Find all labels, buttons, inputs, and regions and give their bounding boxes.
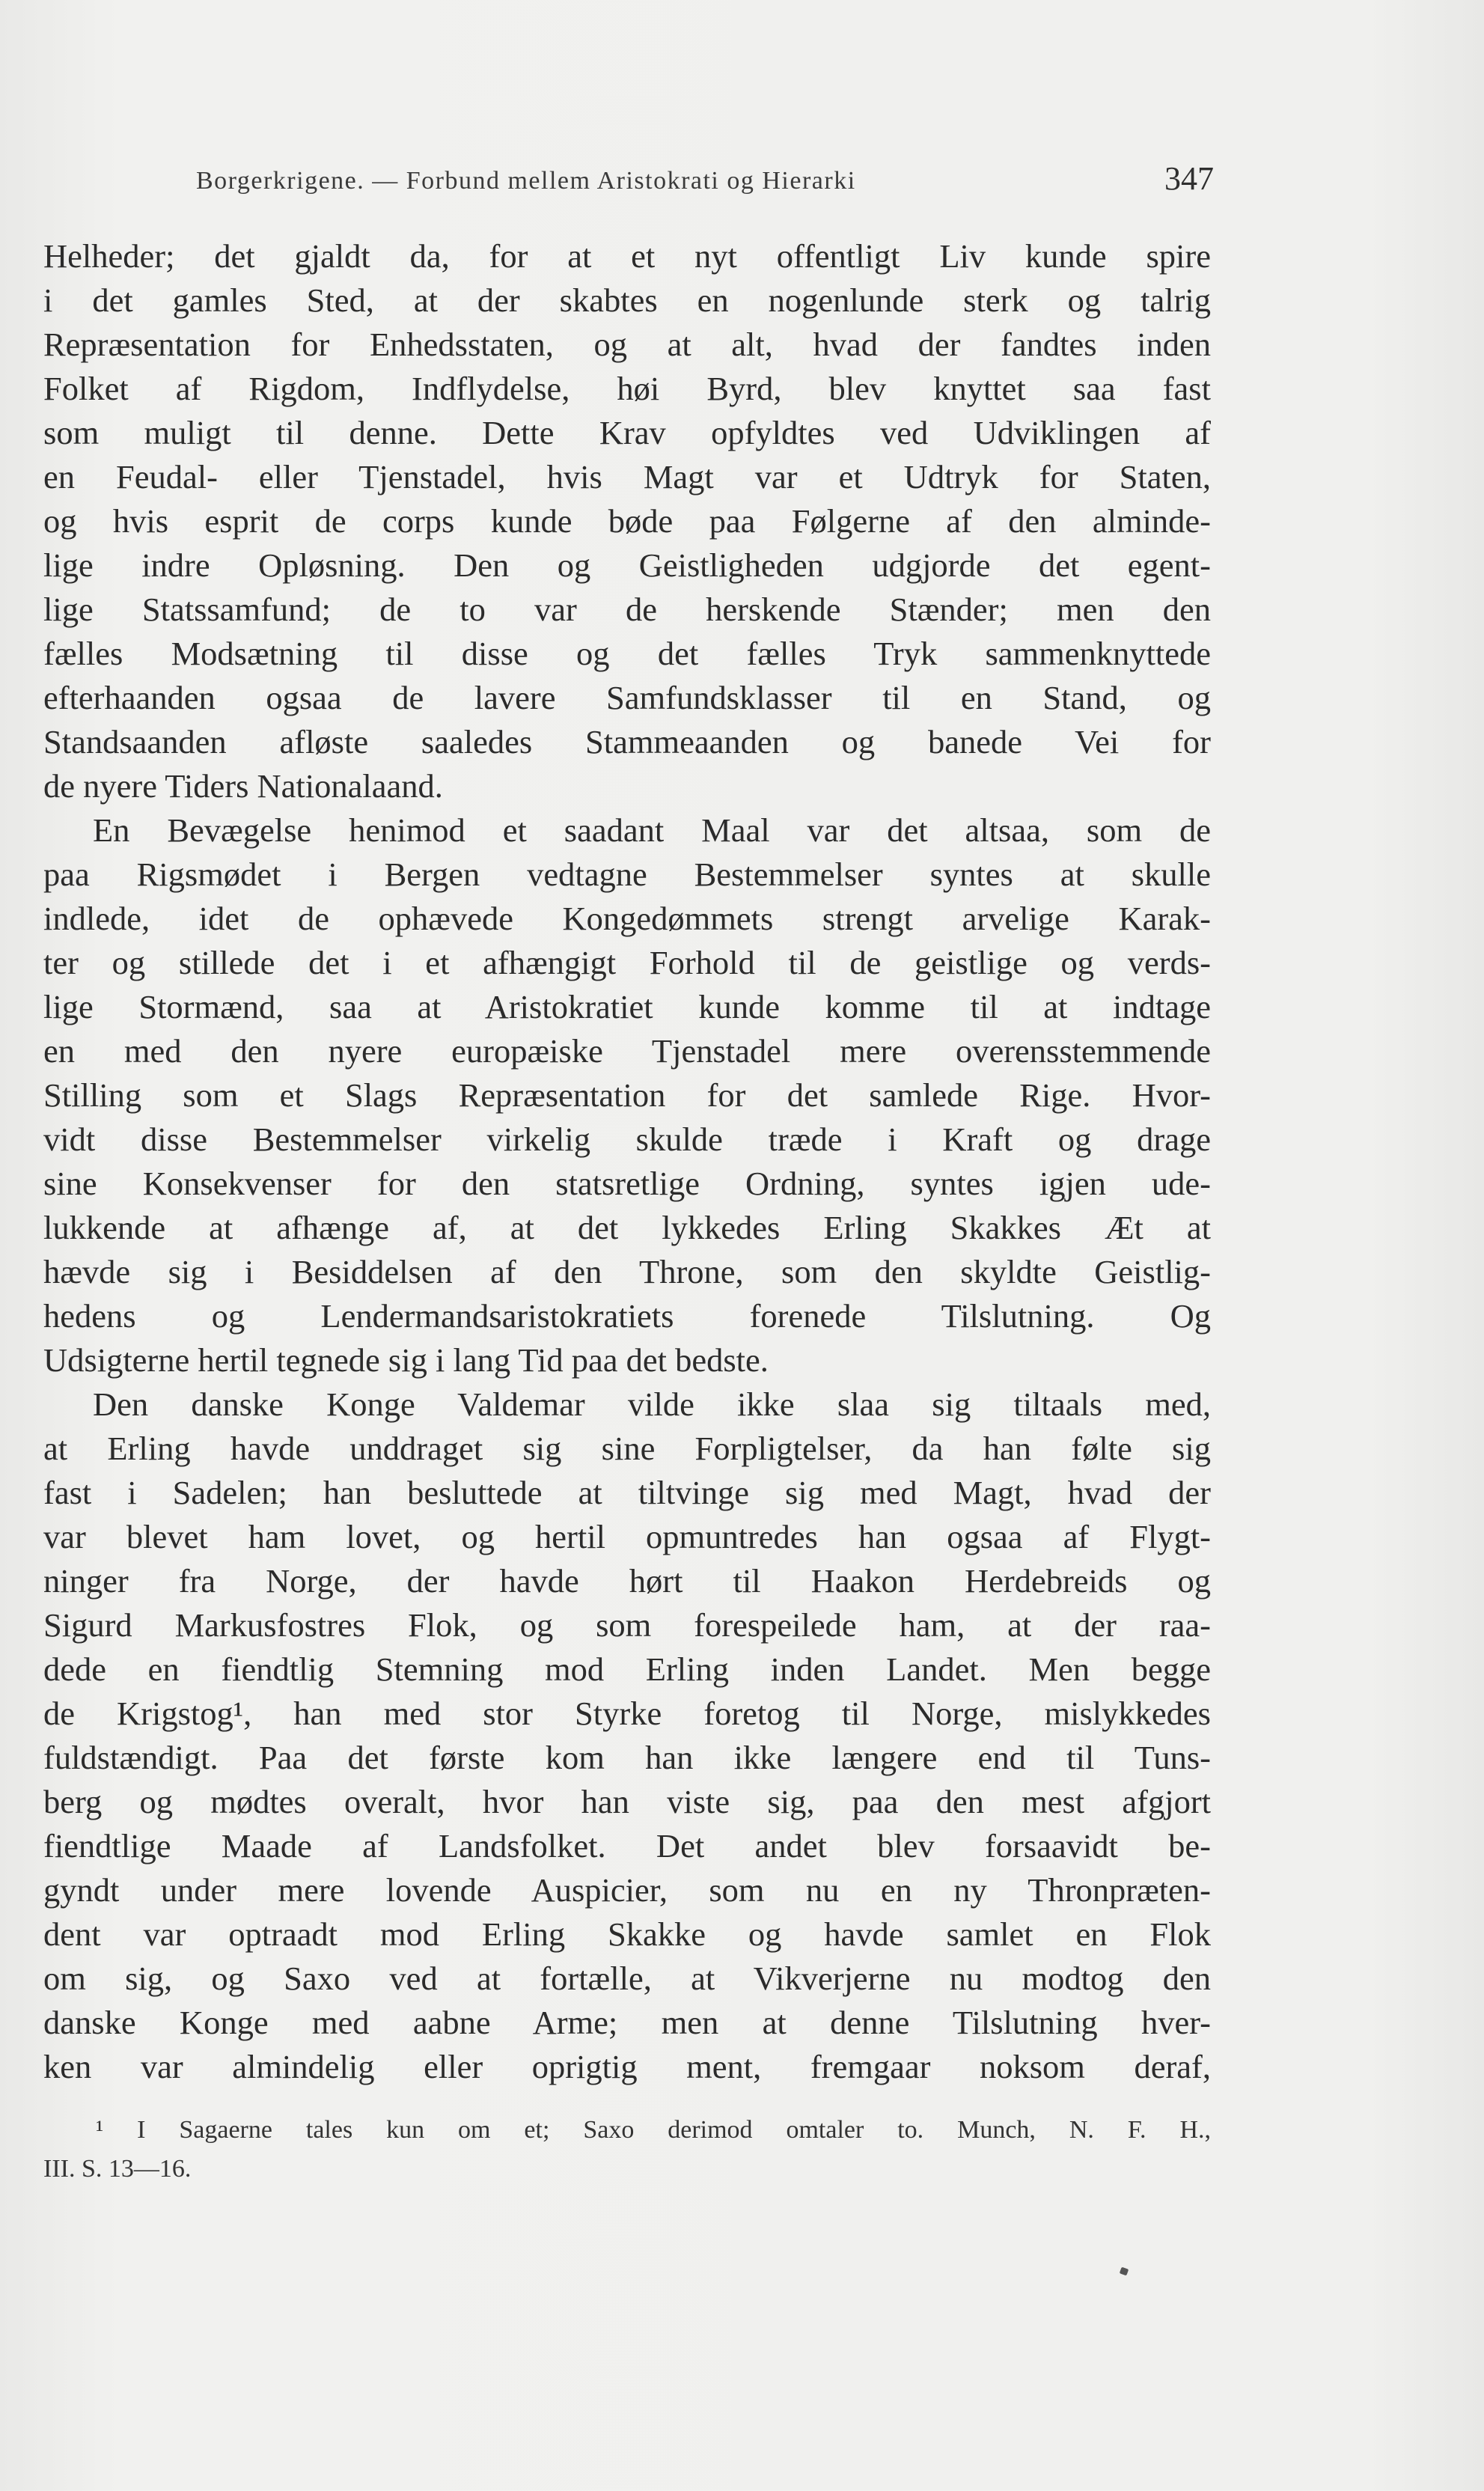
- text-line: i det gamles Sted, at der skabtes en nogenlunde sterk og talrig: [43, 281, 1211, 319]
- text-line: indlede, idet de ophævede Kongedømmets strengt arvelige Karak-: [43, 900, 1211, 937]
- text-line: efterhaanden ogsaa de lavere Samfundsklasser til en Stand, og: [43, 679, 1211, 716]
- text-line: ter og stillede det i et afhængigt Forhold til de geistlige og verds-: [43, 944, 1211, 981]
- text-line: lige Statssamfund; de to var de herskende Stænder; men den: [43, 591, 1211, 628]
- text-line: fuldstændigt. Paa det første kom han ikke længere end til Tuns-: [43, 1739, 1211, 1776]
- text-line: danske Konge med aabne Arme; men at denne Tilslutning hver-: [43, 2004, 1211, 2041]
- text-line: hedens og Lendermandsaristokratiets forenede Tilslutning. Og: [43, 1297, 1211, 1335]
- footnote-line: ¹ I Sagaerne tales kun om et; Saxo derimod omtaler to. Munch, N. F. H.,: [96, 2116, 1211, 2144]
- footnote: [43, 2111, 1211, 2189]
- text-line: Folket af Rigdom, Indflydelse, høi Byrd, blev knyttet saa fast: [43, 370, 1211, 407]
- text-line: Repræsentation for Enhedsstaten, og at alt, hvad der fandtes inden: [43, 326, 1211, 363]
- text-line: og hvis esprit de corps kunde bøde paa Følgerne af den alminde-: [43, 502, 1211, 540]
- text-line: Udsigterne hertil tegnede sig i lang Tid paa det bedste.: [43, 1341, 769, 1379]
- running-head: Borgerkrigene. — Forbund mellem Aristokrati og Hierarki: [196, 167, 856, 195]
- text-line: lige indre Opløsning. Den og Geistligheden udgjorde det egent-: [43, 546, 1211, 584]
- text-line: en Feudal- eller Tjenstadel, hvis Magt var et Udtryk for Staten,: [43, 458, 1211, 496]
- text-line: berg og mødtes overalt, hvor han viste sig, paa den mest afgjort: [43, 1783, 1211, 1820]
- text-line: om sig, og Saxo ved at fortælle, at Vikverjerne nu modtog den: [43, 1960, 1211, 1997]
- page-header: [196, 159, 1214, 204]
- text-line: at Erling havde unddraget sig sine Forpligtelser, da han følte sig: [43, 1430, 1211, 1467]
- paragraph-start-line: Den danske Konge Valdemar vilde ikke slaa sig tiltaals med,: [93, 1385, 1211, 1423]
- ink-speck: [1120, 2267, 1129, 2276]
- text-line: Stilling som et Slags Repræsentation for det samlede Rige. Hvor-: [43, 1076, 1211, 1114]
- text-line: Sigurd Markusfostres Flok, og som forespeilede ham, at der raa-: [43, 1606, 1211, 1644]
- text-line: vidt disse Bestemmelser virkelig skulde træde i Kraft og drage: [43, 1121, 1211, 1158]
- text-line: fast i Sadelen; han besluttede at tiltvinge sig med Magt, hvad der: [43, 1474, 1211, 1511]
- text-line: lukkende at afhænge af, at det lykkedes Erling Skakkes Æt at: [43, 1209, 1211, 1246]
- text-line: en med den nyere europæiske Tjenstadel mere overensstemmende: [43, 1032, 1211, 1070]
- text-line: de Krigstog¹, han med stor Styrke foretog til Norge, mislykkedes: [43, 1695, 1211, 1732]
- text-line: ninger fra Norge, der havde hørt til Haakon Herdebreids og: [43, 1562, 1211, 1600]
- text-line: ken var almindelig eller oprigtig ment, fremgaar noksom deraf,: [43, 2048, 1211, 2085]
- text-line: de nyere Tiders Nationalaand.: [43, 767, 443, 805]
- text-line: var blevet ham lovet, og hertil opmuntredes han ogsaa af Flygt-: [43, 1518, 1211, 1555]
- text-line: som muligt til denne. Dette Krav opfyldtes ved Udviklingen af: [43, 414, 1211, 451]
- body-text: [43, 234, 1211, 2089]
- text-line: Helheder; det gjaldt da, for at et nyt offentligt Liv kunde spire: [43, 237, 1211, 275]
- text-line: paa Rigsmødet i Bergen vedtagne Bestemmelser syntes at skulle: [43, 856, 1211, 893]
- text-line: fælles Modsætning til disse og det fælles Tryk sammenknyttede: [43, 635, 1211, 672]
- paragraph-start-line: En Bevægelse henimod et saadant Maal var det altsaa, som de: [93, 811, 1211, 849]
- text-line: dent var optraadt mod Erling Skakke og havde samlet en Flok: [43, 1915, 1211, 1953]
- footnote-line: III. S. 13—16.: [43, 2155, 192, 2183]
- text-line: fiendtlige Maade af Landsfolket. Det andet blev forsaavidt be-: [43, 1827, 1211, 1865]
- text-line: gyndt under mere lovende Auspicier, som nu en ny Thronpræten-: [43, 1871, 1211, 1909]
- text-line: dede en fiendtlig Stemning mod Erling inden Landet. Men begge: [43, 1650, 1211, 1688]
- text-line: sine Konsekvenser for den statsretlige Ordning, syntes igjen ude-: [43, 1165, 1211, 1202]
- page-number: 347: [1164, 160, 1214, 197]
- text-line: lige Stormænd, saa at Aristokratiet kunde komme til at indtage: [43, 988, 1211, 1025]
- text-line: hævde sig i Besiddelsen af den Throne, som den skyldte Geistlig-: [43, 1253, 1211, 1290]
- text-line: Standsaanden afløste saaledes Stammeaanden og banede Vei for: [43, 723, 1211, 760]
